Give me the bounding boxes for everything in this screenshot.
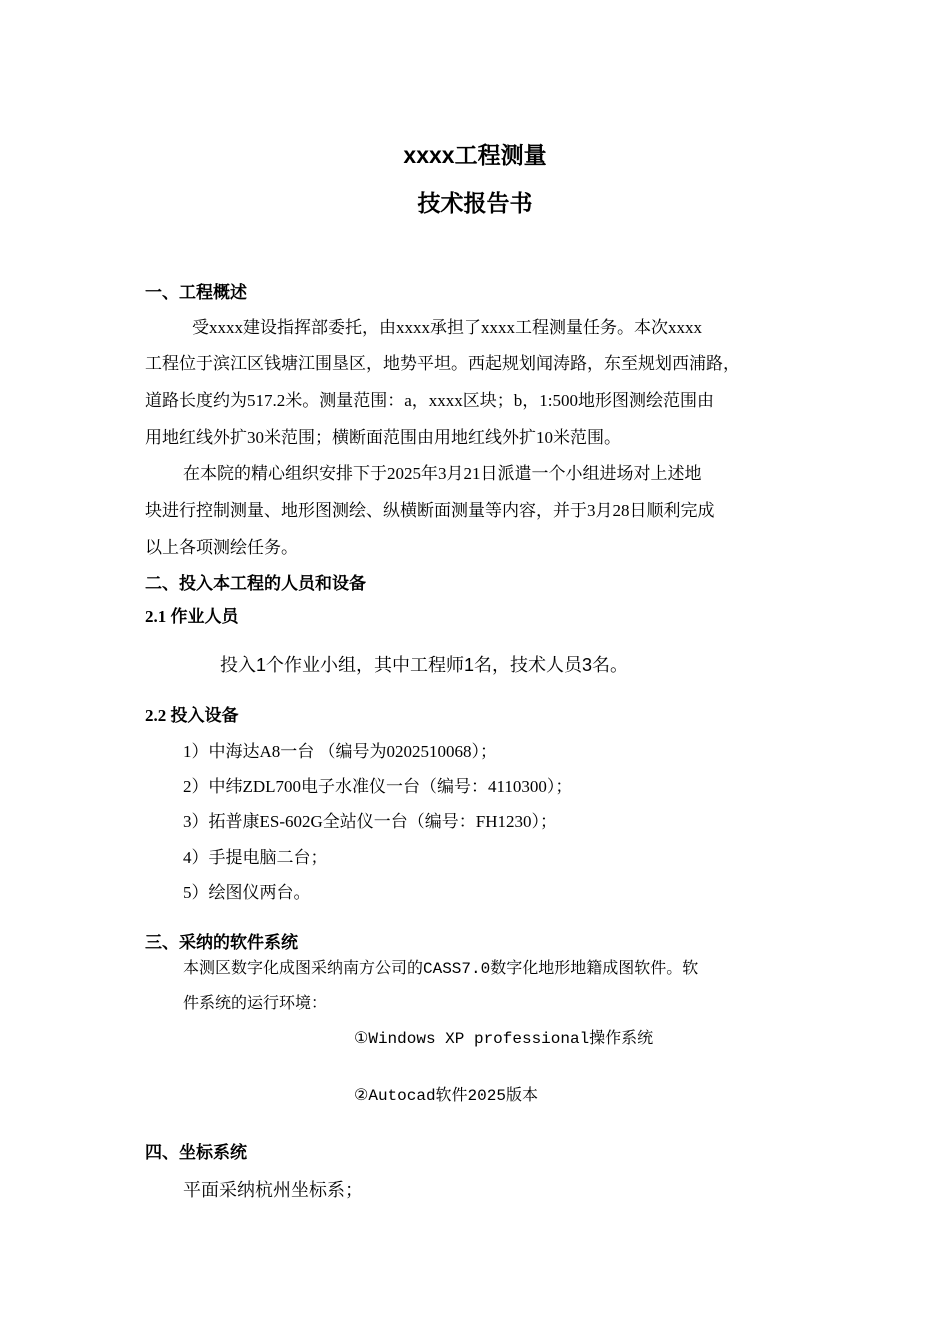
doc-title: xxxx工程测量 — [403, 142, 547, 168]
section1-para2-line1: 在本院的精心组织安排下于2025年3月21日派遣一个小组进场对上述地 — [183, 464, 702, 483]
equipment-item: 3）拓普康ES-602G全站仪一台（编号：FH1230）； — [183, 812, 558, 831]
equipment-item: 4）手提电脑二台； — [183, 848, 328, 867]
section1-para1-line1: 受xxxx建设指挥部委托，由xxxx承担了xxxx工程测量任务。本次xxxx — [192, 318, 702, 337]
section1-para2-line2: 块进行控制测量、地形图测绘、纵横断面测量等内容，并于3月28日顺利完成 — [145, 501, 715, 520]
section2-2-heading: 2.2 投入设备 — [145, 706, 239, 725]
section4-text: 平面采纳杭州坐标系； — [183, 1180, 363, 1200]
equipment-item: 1）中海达A8一台 （编号为0202510068）； — [183, 742, 498, 761]
software-env-os: ①Windows XP professional操作系统 — [354, 1030, 654, 1048]
section1-para1-line3: 道路长度约为517.2米。测量范围：a，xxxx区块；b，1:500地形图测绘范围由 — [145, 391, 715, 410]
section1-heading: 一、工程概述 — [145, 283, 247, 302]
equipment-item: 2）中纬ZDL700电子水准仪一台（编号：4110300）； — [183, 777, 573, 796]
section4-heading: 四、坐标系统 — [145, 1143, 247, 1162]
section3-para-line2: 件系统的运行环境： — [183, 995, 328, 1013]
equipment-item: 5）绘图仪两台。 — [183, 883, 311, 902]
doc-subtitle: 技术报告书 — [417, 190, 533, 216]
section3-para-line1: 本测区数字化成图采纳南方公司的CASS7.0数字化地形地籍成图软件。软 — [183, 960, 699, 978]
section2-1-heading: 2.1 作业人员 — [145, 607, 239, 626]
section1-para1-line2: 工程位于滨江区钱塘江围垦区，地势平坦。西起规划闻涛路，东至规划西浦路， — [145, 354, 740, 373]
section3-heading: 三、采纳的软件系统 — [145, 933, 298, 952]
software-env-cad: ②Autocad软件2025版本 — [354, 1087, 538, 1105]
section2-heading: 二、投入本工程的人员和设备 — [145, 574, 366, 593]
section2-1-text: 投入1个作业小组，其中工程师1名，技术人员3名。 — [220, 655, 629, 675]
section1-para1-line4: 用地红线外扩30米范围；横断面范围由用地红线外扩10米范围。 — [145, 428, 621, 447]
section1-para2-line3: 以上各项测绘任务。 — [145, 538, 298, 557]
